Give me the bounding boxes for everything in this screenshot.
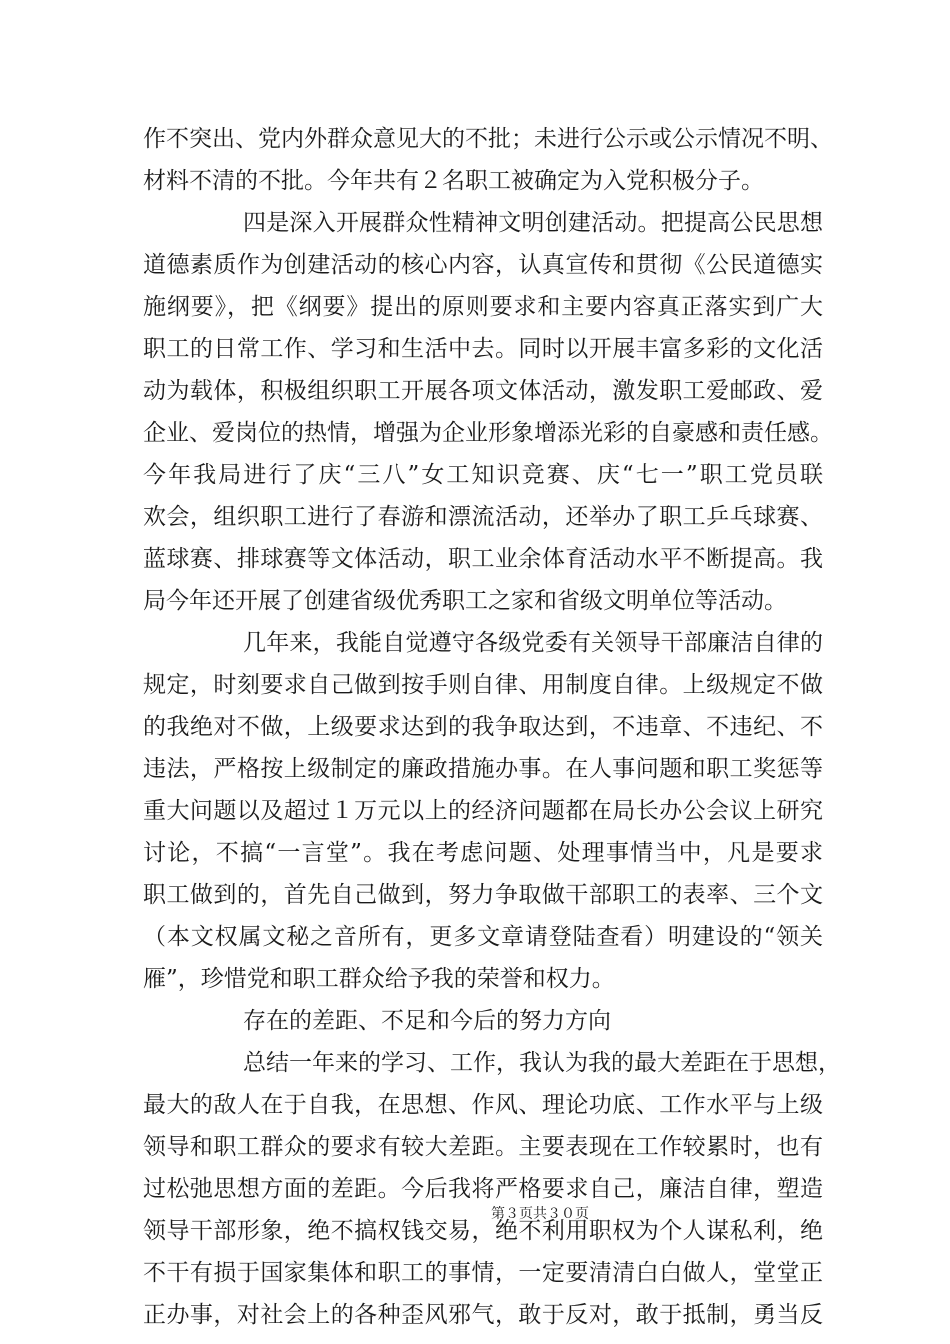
section-heading: 存在的差距、不足和今后的努力方向: [243, 1008, 611, 1034]
text-line: 讨论，不搞“一言堂”。我在考虑问题、处理事情当中，凡是要求: [143, 840, 823, 866]
paragraph-start-line: 几年来，我能自觉遵守各级党委有关领导干部廉洁自律的: [243, 630, 823, 656]
text-line: 的我绝对不做，上级要求达到的我争取达到，不违章、不违纪、不: [143, 714, 823, 740]
text-line: 施纲要》，把《纲要》提出的原则要求和主要内容真正落实到广大: [143, 294, 823, 320]
text-line: 违法，严格按上级制定的廉政措施办事。在人事问题和职工奖惩等: [143, 756, 823, 782]
text-line: （本文权属文秘之音所有，更多文章请登陆查看）明建设的“领关: [143, 924, 823, 950]
text-line: 材料不清的不批。今年共有２名职工被确定为入党积极分子。: [143, 168, 764, 194]
paragraph-start-line: 四是深入开展群众性精神文明创建活动。把提高公民思想: [243, 210, 823, 236]
text-line: 局今年还开展了创建省级优秀职工之家和省级文明单位等活动。: [143, 588, 787, 614]
text-line: 重大问题以及超过１万元以上的经济问题都在局长办公会议上研究: [143, 798, 823, 824]
text-line: 不干有损于国家集体和职工的事情，一定要清清白白做人，堂堂正: [143, 1260, 823, 1286]
text-line: 蓝球赛、排球赛等文体活动，职工业余体育活动水平不断提高。我: [143, 546, 823, 572]
text-line: 动为载体，积极组织职工开展各项文体活动，激发职工爱邮政、爱: [143, 378, 823, 404]
text-line: 雁”，珍惜党和职工群众给予我的荣誉和权力。: [143, 966, 615, 992]
text-line: 最大的敌人在于自我，在思想、作风、理论功底、工作水平与上级: [143, 1092, 823, 1118]
text-line: 正办事，对社会上的各种歪风邪气，敢于反对，敢于抵制，勇当反: [143, 1302, 823, 1328]
paragraph-start-line: 总结一年来的学习、工作，我认为我的最大差距在于思想，: [243, 1050, 841, 1076]
text-line: 职工的日常工作、学习和生活中去。同时以开展丰富多彩的文化活: [143, 336, 823, 362]
text-line: 企业、爱岗位的热情，增强为企业形象增添光彩的自豪感和责任感。: [143, 420, 833, 446]
text-line: 领导和职工群众的要求有较大差距。主要表现在工作较累时，也有: [143, 1134, 823, 1160]
text-line: 道德素质作为创建活动的核心内容，认真宣传和贯彻《公民道德实: [143, 252, 823, 278]
text-line: 过松弛思想方面的差距。今后我将严格要求自己，廉洁自律，塑造: [143, 1176, 823, 1202]
text-line: 欢会，组织职工进行了春游和漂流活动，还举办了职工乒乓球赛、: [143, 504, 823, 530]
text-line: 领导干部形象，绝不搞权钱交易，绝不利用职权为个人谋私利，绝: [143, 1218, 823, 1244]
page-number-footer: 第３页共３０页: [491, 1206, 589, 1222]
text-line: 职工做到的，首先自己做到，努力争取做干部职工的表率、三个文: [143, 882, 823, 908]
text-line: 作不突出、党内外群众意见大的不批；未进行公示或公示情况不明、: [143, 126, 833, 152]
text-line: 今年我局进行了庆“三八”女工知识竞赛、庆“七一”职工党员联: [143, 462, 823, 488]
document-body: [143, 118, 841, 1336]
text-line: 规定，时刻要求自己做到按手则自律、用制度自律。上级规定不做: [143, 672, 823, 698]
